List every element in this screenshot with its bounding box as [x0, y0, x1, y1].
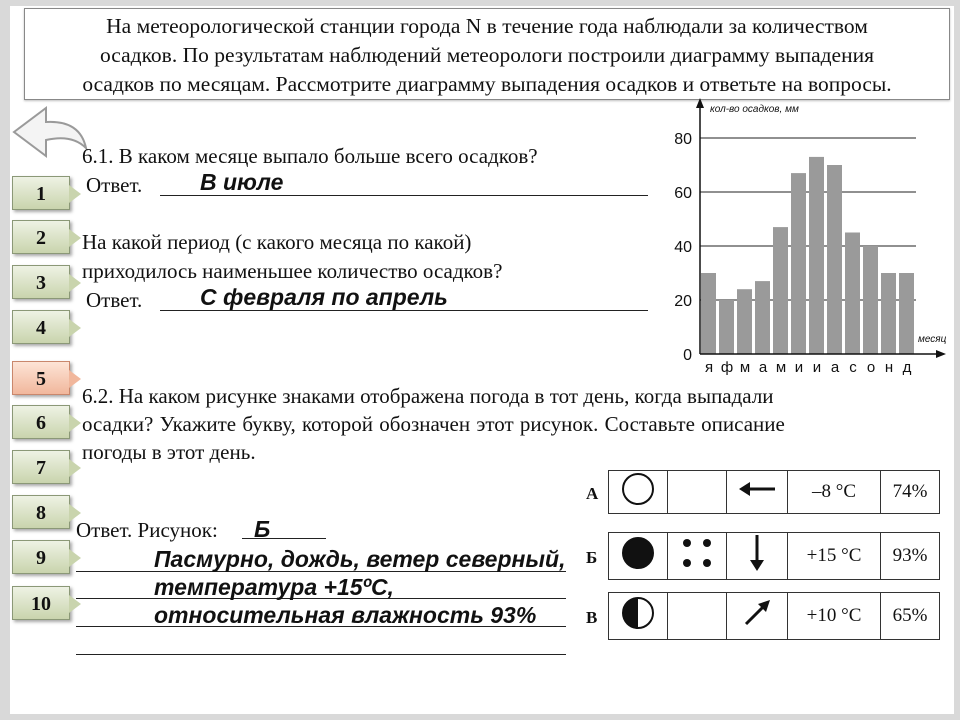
question-period-line-2: приходилось наименьшее количество осадков? [82, 259, 503, 283]
precip-cell [668, 533, 727, 580]
humidity-cell: 74% [881, 471, 940, 514]
y-tick-label-80: 80 [674, 131, 692, 148]
bar-1 [701, 273, 716, 354]
temp-cell: +10 °С [788, 593, 881, 640]
back-arrow-icon[interactable] [10, 104, 90, 172]
y-tick-label-0: 0 [683, 347, 692, 364]
nav-button-1[interactable]: 1 [12, 176, 70, 210]
wind-arrow-south-icon [747, 533, 767, 573]
x-tick-label-8: а [830, 359, 840, 376]
precip-cell [668, 471, 727, 514]
bar-7 [809, 157, 824, 354]
weather-table-b [608, 532, 940, 580]
answer-letter: Б [254, 516, 271, 542]
cloud-cell [609, 471, 668, 514]
y-tick-label-40: 40 [674, 239, 692, 256]
x-axis-arrow-icon [936, 350, 946, 358]
question-6-2-line-1: 6.2. На каком рисунке знаками отображена погода в тот день, когда выпадали [82, 384, 774, 408]
header-line-2: осадков. По результатам наблюдений метеорологи построили диаграмму выпадения [100, 43, 874, 67]
bar-6 [791, 173, 806, 354]
question-6-1: 6.1. В каком месяце выпало больше всего осадков? [82, 144, 538, 168]
weather-table-v [608, 592, 940, 640]
precip-cell [668, 593, 727, 640]
nav-button-3[interactable]: 3 [12, 265, 70, 299]
x-tick-label-5: м [775, 359, 787, 376]
wind-cell [727, 593, 788, 640]
nav-button-10[interactable]: 10 [12, 586, 70, 620]
weather-label-a: А [586, 484, 599, 503]
task-header [24, 8, 950, 100]
empty-circle-icon [620, 471, 656, 507]
question-6-2-line-2: осадки? Укажите букву, которой обозначен этот рисунок. Составьте описание [82, 412, 785, 436]
cloud-cell [609, 593, 668, 640]
nav-button-9[interactable]: 9 [12, 540, 70, 574]
answer-label-1: Ответ. [86, 173, 143, 197]
nav-button-8[interactable]: 8 [12, 495, 70, 529]
half-circle-icon [620, 595, 656, 631]
x-tick-label-3: м [739, 359, 751, 376]
bar-2 [719, 300, 734, 354]
bar-12 [899, 273, 914, 354]
wind-cell [727, 471, 788, 514]
y-axis-title: кол-во осадков, мм [710, 104, 799, 115]
answer-feb-apr: С февраля по апрель [200, 284, 448, 310]
wind-cell [727, 533, 788, 580]
description-line-1: Пасмурно, дождь, ветер северный, [154, 546, 566, 572]
x-tick-label-11: н [884, 359, 894, 376]
header-line-3: осадков по месяцам. Рассмотрите диаграмму выпадения осадков и ответьте на вопросы. [82, 72, 892, 96]
bar-10 [863, 246, 878, 354]
bar-4 [755, 281, 770, 354]
answer-july: В июле [200, 169, 284, 195]
filled-circle-icon [620, 535, 656, 571]
question-period-line-1: На какой период (с какого месяца по какой) [82, 230, 472, 254]
weather-label-b: Б [586, 548, 598, 567]
bar-11 [881, 273, 896, 354]
answer-label-picture: Ответ. Рисунок: [76, 518, 218, 542]
x-tick-label-10: о [866, 359, 876, 376]
temp-cell: –8 °С [788, 471, 881, 514]
nav-button-7[interactable]: 7 [12, 450, 70, 484]
humidity-cell: 93% [881, 533, 940, 580]
bar-9 [845, 233, 860, 355]
y-tick-label-60: 60 [674, 185, 692, 202]
x-axis-title: месяц [918, 334, 946, 345]
bar-3 [737, 289, 752, 354]
header-line-1: На метеорологической станции города N в течение года наблюдали за количеством [106, 14, 868, 38]
x-tick-label-2: ф [720, 359, 734, 376]
weather-label-v: В [586, 608, 598, 627]
question-6-2-line-3: погоды в этот день. [82, 440, 256, 464]
desc-line-4 [76, 654, 566, 655]
x-tick-label-7: и [812, 359, 822, 376]
x-tick-label-9: с [849, 359, 857, 376]
slide [10, 6, 954, 714]
nav-button-2[interactable]: 2 [12, 220, 70, 254]
answer-label-2: Ответ. [86, 288, 143, 312]
wind-arrow-west-icon [737, 479, 777, 499]
weather-table-a [608, 470, 940, 514]
humidity-cell: 65% [881, 593, 940, 640]
bar-5 [773, 227, 788, 354]
x-tick-label-4: а [758, 359, 768, 376]
x-tick-label-1: я [704, 359, 714, 376]
cloud-cell [609, 533, 668, 580]
temp-cell: +15 °С [788, 533, 881, 580]
rain-dots-icon [677, 533, 717, 573]
nav-button-4[interactable]: 4 [12, 310, 70, 344]
nav-button-6[interactable]: 6 [12, 405, 70, 439]
description-line-3: относительная влажность 93% [154, 602, 537, 628]
x-tick-label-6: и [794, 359, 804, 376]
precipitation-chart [646, 90, 946, 380]
wind-arrow-northeast-icon [740, 596, 774, 630]
x-tick-label-12: д [902, 359, 912, 376]
y-axis-arrow-icon [696, 98, 704, 108]
y-tick-label-20: 20 [674, 293, 692, 310]
nav-button-5[interactable]: 5 [12, 361, 70, 395]
description-line-2: температура +15ºС, [154, 574, 394, 600]
bar-8 [827, 165, 842, 354]
